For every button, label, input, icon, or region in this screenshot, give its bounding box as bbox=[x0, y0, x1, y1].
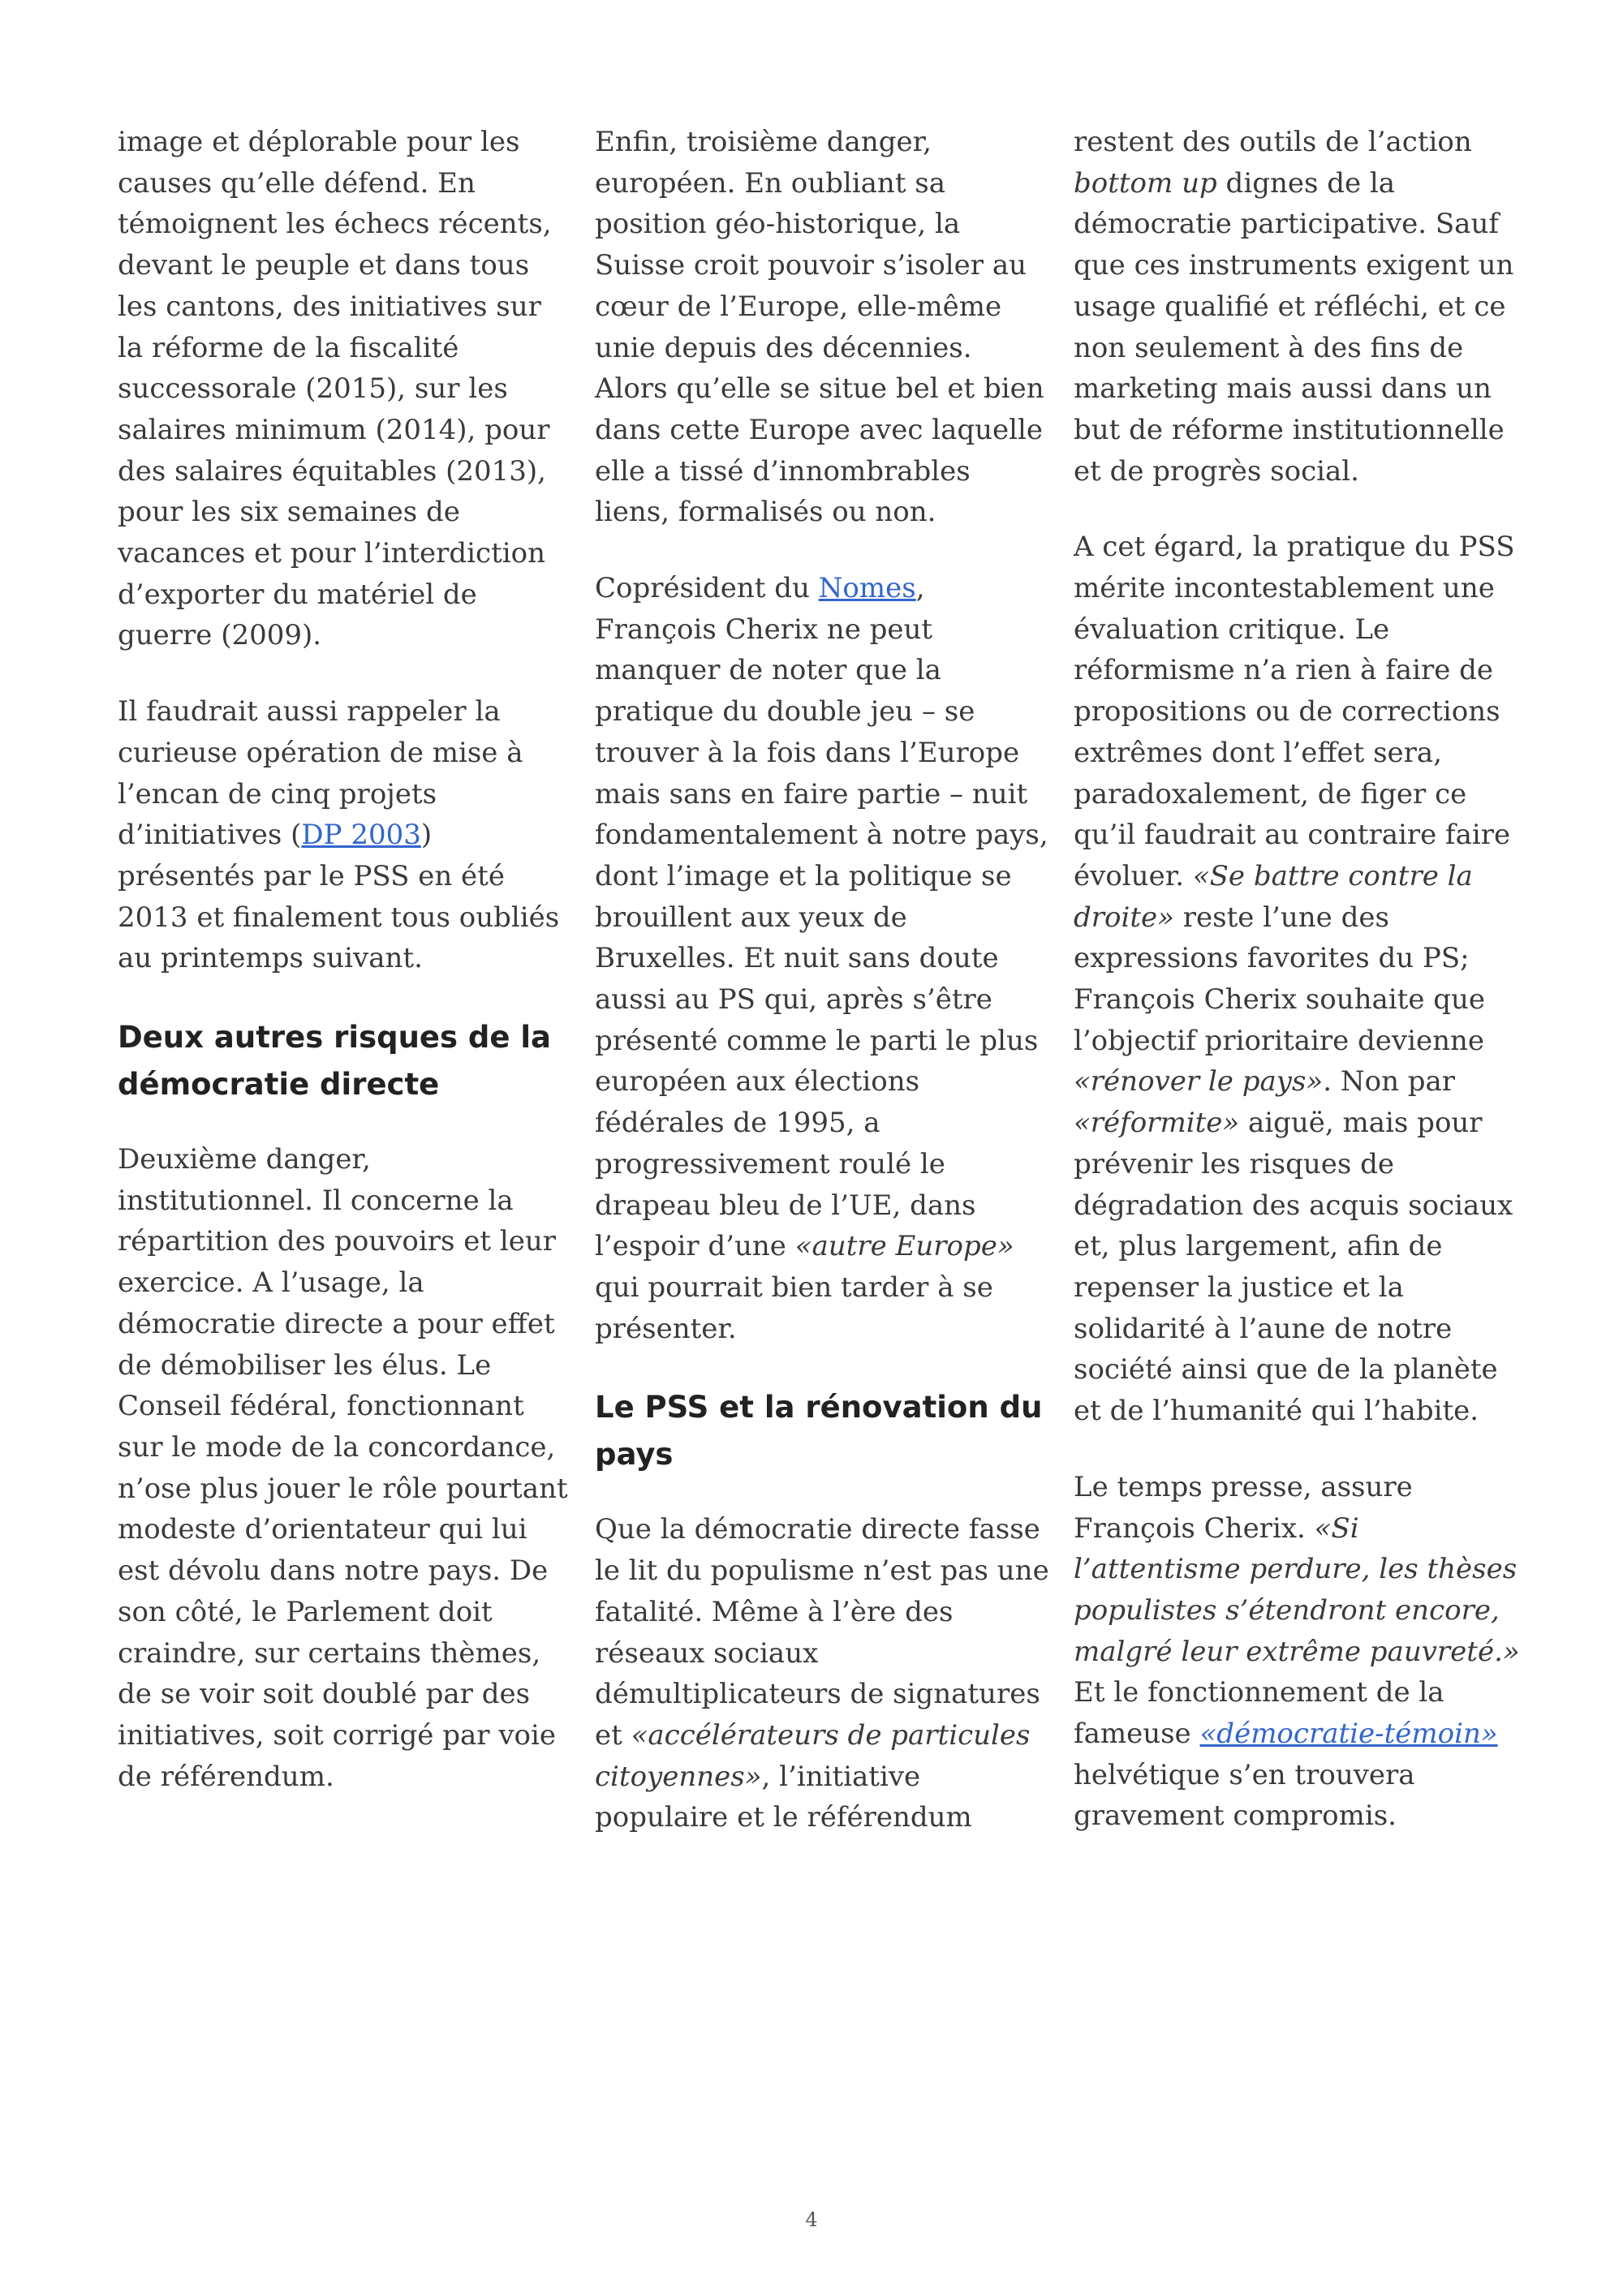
section-heading: Deux autres risques de la démocratie directe bbox=[118, 1020, 552, 1103]
paragraph-text: aiguë, mais pour prévenir les risques de dégradation des acquis sociaux et, plus largement, afin de repenser la justice et la solidarité à l’aune de notre société ainsi que de la planète et de l’humanité qui l’habite. bbox=[1074, 1107, 1513, 1428]
quote: «Si l’attentisme perdure, les thèses populistes s’étendront encore, malgré leur extrême pauvreté.» bbox=[1074, 1511, 1520, 1668]
paragraph-text: qui pourrait bien tarder à se présenter. bbox=[595, 1271, 993, 1345]
paragraph-text: Enfin, troisième danger, européen. En oubliant sa position géo-historique, la Suisse croit pouvoir s’isoler au cœur de l’Europe, elle-même unie depuis des décennies. Alors qu’elle se situe bel et bien dans cette Europe avec laquelle elle a tissé d’innombrables liens, formalisés ou non. bbox=[595, 126, 1044, 529]
page-number: 4 bbox=[805, 2208, 818, 2231]
paragraph bbox=[118, 122, 572, 656]
quote: «autre Europe» bbox=[794, 1230, 1014, 1263]
paragraph bbox=[595, 122, 1049, 533]
paragraph-text: ) présentés par le PSS en été 2013 et finalement tous oubliés au printemps suivant. bbox=[118, 819, 560, 975]
paragraph bbox=[1074, 122, 1528, 492]
quote: «réformite» bbox=[1074, 1107, 1240, 1140]
section-heading: Le PSS et la rénovation du pays bbox=[595, 1390, 1043, 1473]
paragraph-text: Deuxième danger, institutionnel. Il concerne la répartition des pouvoirs et leur exercice. A l’usage, la démocratie directe a pour effet de démobiliser les élus. Le Conseil fédéral, fonctionnant sur le mode de la concordance, n’ose plus jouer le rôle pourtant modeste d’orientateur qui lui est dévolu dans notre pays. De son côté, le Parlement doit craindre, sur certains thèmes, de se voir soit doublé par des initiatives, soit corrigé par voie de référendum. bbox=[118, 1143, 568, 1793]
paragraph bbox=[1074, 1467, 1528, 1837]
paragraph-text: Coprésident du bbox=[595, 572, 819, 605]
paragraph-text: helvétique s’en trouvera gravement compromis. bbox=[1074, 1758, 1415, 1833]
paragraph bbox=[595, 568, 1049, 1349]
paragraph-text: Que la démocratie directe fasse le lit du populisme n’est pas une fatalité. Même à l’ère des réseaux sociaux démultiplicateurs de signatures et bbox=[595, 1513, 1049, 1752]
nomes-link[interactable]: Nomes bbox=[818, 572, 916, 605]
paragraph-text: reste l’une des expressions favorites du PS; François Cherix souhaite que l’objectif prioritaire devienne bbox=[1074, 901, 1486, 1057]
article-column-3 bbox=[1074, 122, 1528, 1872]
paragraph-text: restent des outils de l’action bbox=[1074, 126, 1472, 158]
paragraph bbox=[1074, 527, 1528, 1431]
paragraph-text: Le temps presse, assure François Cherix. bbox=[1074, 1470, 1413, 1545]
paragraph bbox=[118, 691, 572, 979]
dp-2003-link[interactable]: DP 2003 bbox=[301, 819, 421, 852]
democratie-temoin-link[interactable] bbox=[1200, 1718, 1498, 1750]
paragraph-text: Il faudrait aussi rappeler la curieuse opération de mise à l’encan de cinq projets d’initiatives ( bbox=[118, 695, 523, 852]
paragraph-text: Et le fonctionnement de la fameuse bbox=[1074, 1676, 1444, 1751]
paragraph-text: A cet égard, la pratique du PSS mérite incontestablement une évaluation critique. Le réformisme n’a rien à faire de propositions ou de corrections extrêmes dont l’effet sera, paradoxalement, de figer ce qu’il faudrait au contraire faire évoluer. bbox=[1074, 531, 1515, 892]
quote: «rénover le pays» bbox=[1074, 1065, 1324, 1099]
article-column-2 bbox=[595, 122, 1049, 1873]
paragraph bbox=[118, 1139, 572, 1797]
quote: «accélérateurs de particules citoyennes» bbox=[595, 1718, 1031, 1793]
paragraph bbox=[595, 1509, 1049, 1838]
paragraph-text: , François Cherix ne peut manquer de noter que la pratique du double jeu – se trouver à la fois dans l’Europe mais sans en faire partie – nuit fondamentalement à notre pays, dont l’image et la politique se brouillent aux yeux de Bruxelles. Et nuit sans doute aussi au PS qui, après s’être présenté comme le parti le plus européen aux élections fédérales de 1995, a progressivement roulé le drapeau bleu de l’UE, dans l’espoir d’une bbox=[595, 572, 1048, 1263]
paragraph-text: dignes de la démocratie participative. Sauf que ces instruments exigent un usage qualifié et réfléchi, et ce non seulement à des fins de marketing mais aussi dans un but de réforme institutionnelle et de progrès social. bbox=[1074, 166, 1514, 488]
quote: «Se battre contre la droite» bbox=[1074, 859, 1473, 934]
paragraph-text: . Non par bbox=[1323, 1065, 1456, 1099]
link-text: «démocratie-témoin» bbox=[1199, 1718, 1498, 1751]
paragraph-text: , l’initiative populaire et le référendum bbox=[595, 1760, 972, 1834]
emphasis: bottom up bbox=[1074, 166, 1217, 200]
paragraph-text: image et déplorable pour les causes qu’elle défend. En témoignent les échecs récents, devant le peuple et dans tous les cantons, des initiatives sur la réforme de la fiscalité successorale (2015), sur les salaires minimum (2014), pour des salaires équitables (2013), pour les six semaines de vacances et pour l’interdiction d’exporter du matériel de guerre (2009). bbox=[118, 126, 552, 652]
article-column-1 bbox=[118, 122, 572, 1832]
